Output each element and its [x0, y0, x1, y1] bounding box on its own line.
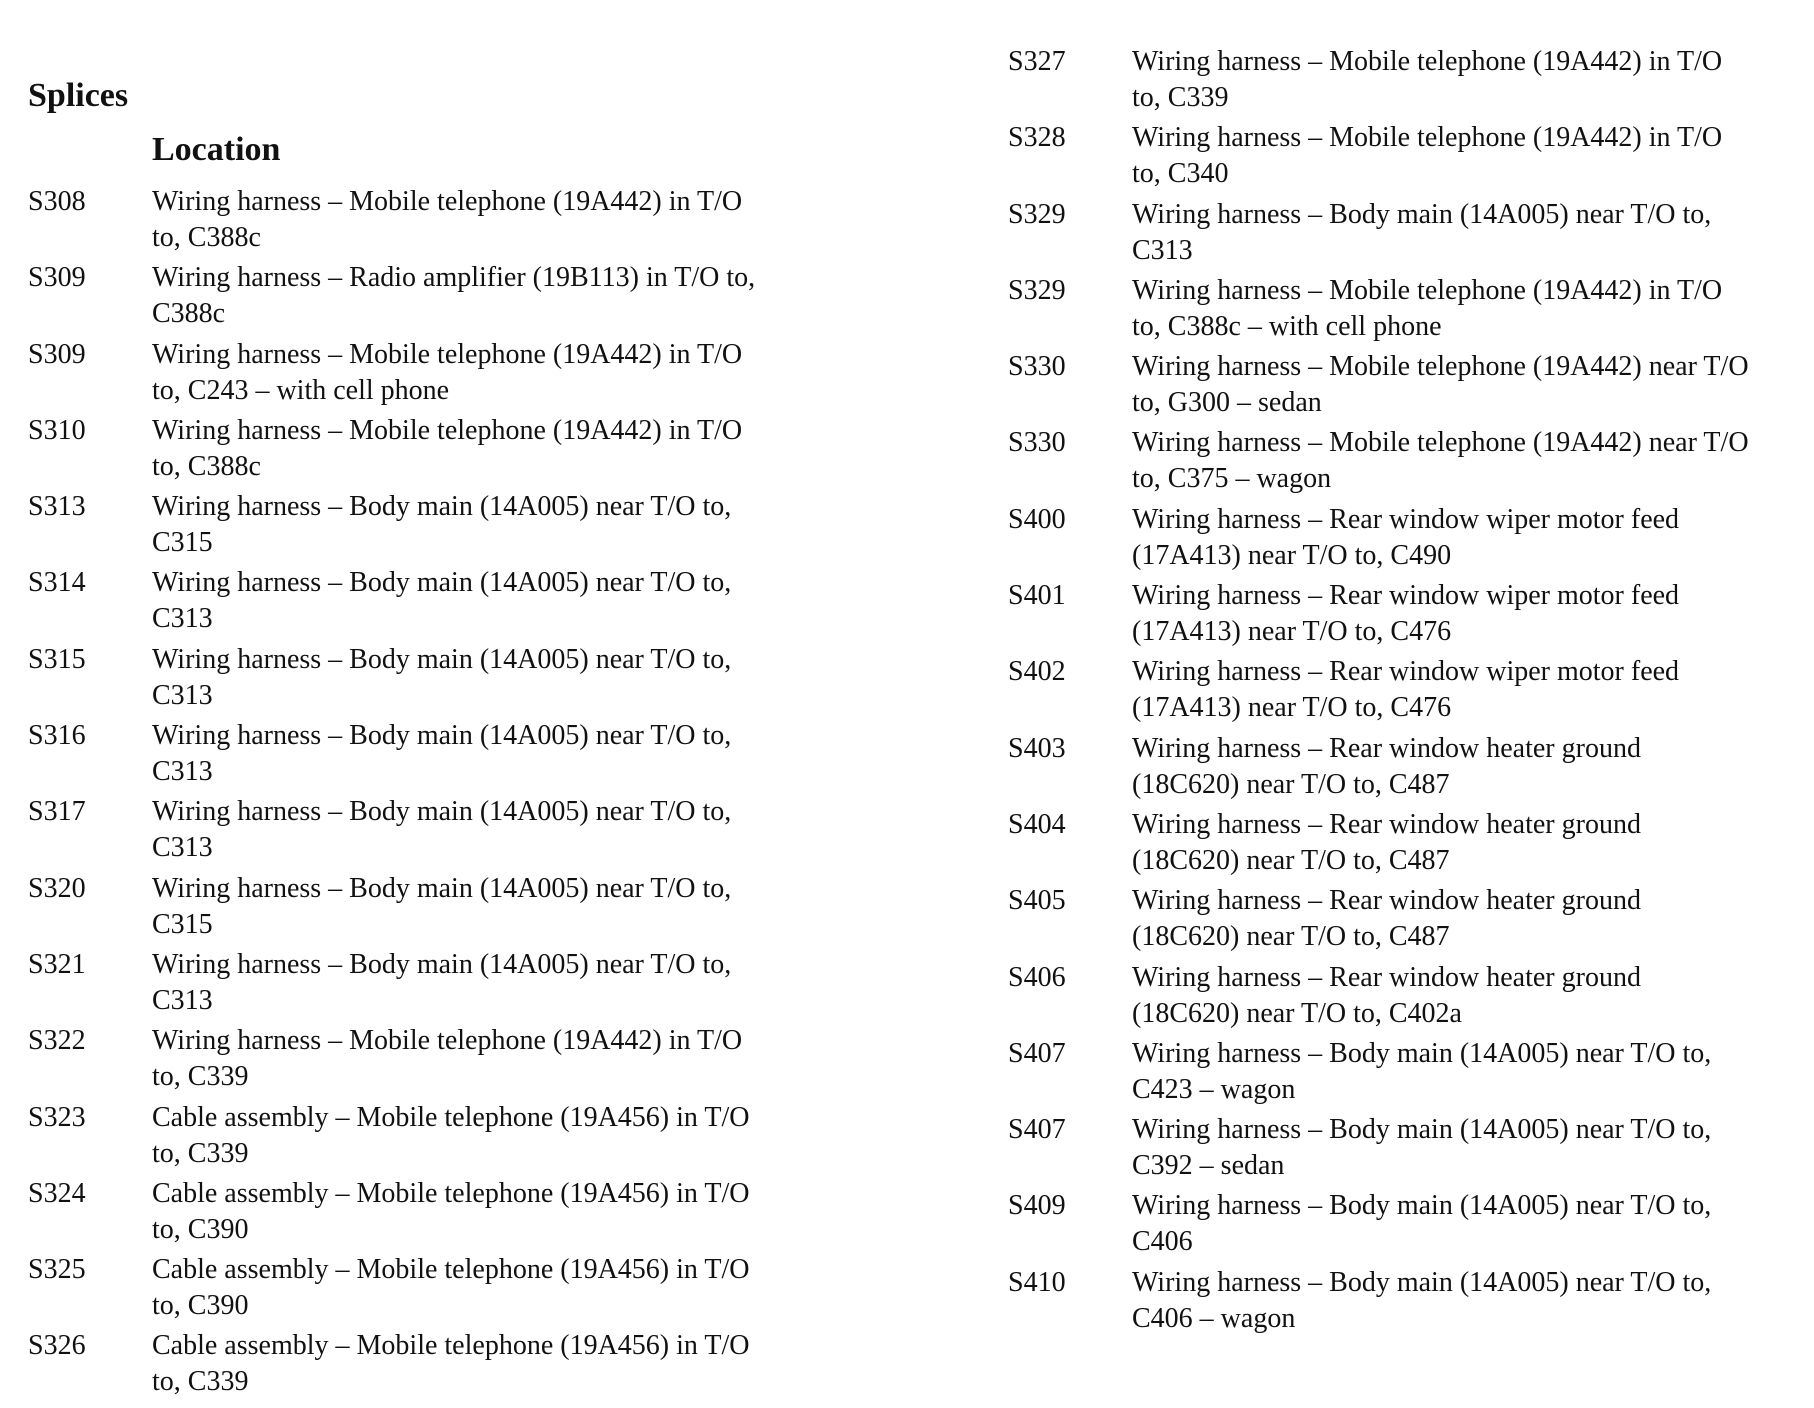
- splice-entry: [28, 260, 808, 336]
- splice-entry: [28, 337, 808, 413]
- splice-location-line1: Wiring harness – Rear window wiper motor feed: [1132, 656, 1680, 688]
- splice-id: S329: [1008, 274, 1066, 306]
- splice-location-line1: Wiring harness – Body main (14A005) near T/O to,: [152, 796, 732, 828]
- splice-location-line1: Wiring harness – Body main (14A005) near T/O to,: [152, 567, 732, 599]
- splice-entry: [1008, 273, 1788, 349]
- splice-location-line2: to, C339: [1132, 82, 1229, 113]
- splice-location-line2: C315: [152, 527, 213, 559]
- splice-location: [152, 1252, 808, 1324]
- splice-entry: [1008, 197, 1788, 273]
- splice-entry: [1008, 1112, 1788, 1188]
- splice-id: S407: [1008, 1114, 1066, 1146]
- splice-entry: [28, 1100, 808, 1176]
- splice-location: [1132, 1265, 1788, 1337]
- splice-location-line2: C406 – wagon: [1132, 1302, 1296, 1334]
- splice-location-line2: (17A413) near T/O to, C490: [1132, 539, 1452, 571]
- splice-id: S316: [28, 720, 86, 752]
- splice-location: [1132, 1112, 1788, 1184]
- splice-id: S308: [28, 186, 86, 217]
- splice-location: [152, 642, 808, 714]
- splice-location: [152, 1100, 808, 1172]
- splice-location-line2: C392 – sedan: [1132, 1150, 1285, 1182]
- splice-location-line1: Wiring harness – Body main (14A005) near T/O to,: [152, 720, 732, 752]
- splice-entry: [1008, 349, 1788, 425]
- splice-id: S405: [1008, 885, 1066, 917]
- splice-location-line2: to, C390: [152, 1290, 249, 1322]
- splice-location-line1: Wiring harness – Body main (14A005) near T/O to,: [152, 643, 732, 675]
- splice-id: S407: [1008, 1037, 1066, 1069]
- splice-location-line1: Wiring harness – Rear window heater ground: [1132, 808, 1641, 840]
- splice-location-line1: Wiring harness – Body main (14A005) near T/O to,: [1132, 1114, 1712, 1146]
- splice-id: S321: [28, 948, 86, 980]
- splice-id: S404: [1008, 808, 1066, 840]
- splice-entry: [1008, 883, 1788, 959]
- splice-entry: [28, 413, 808, 489]
- splice-location: [152, 489, 808, 561]
- splice-location-line1: Wiring harness – Mobile telephone (19A442) in T/O: [152, 1025, 743, 1057]
- splice-location: [1132, 654, 1788, 726]
- splice-entry: [28, 871, 808, 947]
- splice-location: [1132, 578, 1788, 650]
- splice-location: [152, 1023, 808, 1095]
- splice-location-line1: Wiring harness – Body main (14A005) near T/O to,: [1132, 1266, 1712, 1298]
- splice-id: S313: [28, 491, 86, 523]
- splice-location: [152, 947, 808, 1019]
- splice-entry: [1008, 44, 1788, 120]
- splice-location-line1: Wiring harness – Body main (14A005) near T/O to,: [1132, 1190, 1712, 1222]
- splice-location: [152, 871, 808, 943]
- splice-id: S330: [1008, 427, 1066, 459]
- splice-location-line2: C406: [1132, 1226, 1193, 1258]
- splice-location-line1: Cable assembly – Mobile telephone (19A456) in T/O: [152, 1177, 750, 1209]
- splice-entry: [28, 718, 808, 794]
- splice-entry: [1008, 425, 1788, 501]
- splice-entry: [28, 1252, 808, 1328]
- splice-location: [1132, 502, 1788, 574]
- splice-location-line1: Wiring harness – Body main (14A005) near T/O to,: [152, 491, 732, 523]
- splice-entry: [1008, 502, 1788, 578]
- splice-location-line2: C313: [152, 756, 213, 788]
- splice-location-line2: to, C388c – with cell phone: [1132, 310, 1442, 342]
- splice-location-line1: Wiring harness – Mobile telephone (19A442) in T/O: [1132, 274, 1723, 306]
- splice-id: S317: [28, 796, 86, 828]
- splice-id: S328: [1008, 122, 1066, 154]
- splice-id: S326: [28, 1330, 86, 1362]
- splice-location-line1: Wiring harness – Rear window heater ground: [1132, 961, 1641, 993]
- splice-location-line2: C423 – wagon: [1132, 1073, 1296, 1105]
- splice-location-line2: (17A413) near T/O to, C476: [1132, 616, 1452, 648]
- splice-location-line1: Wiring harness – Rear window wiper motor feed: [1132, 580, 1680, 612]
- splice-location: [152, 260, 808, 332]
- splice-location-line1: Wiring harness – Rear window heater ground: [1132, 885, 1641, 917]
- splice-location: [1132, 273, 1788, 345]
- splice-id: S402: [1008, 656, 1066, 688]
- splice-entry: [1008, 960, 1788, 1036]
- splice-entry: [28, 642, 808, 718]
- splice-location-line1: Cable assembly – Mobile telephone (19A456) in T/O: [152, 1330, 750, 1362]
- splice-id: S310: [28, 414, 86, 446]
- splice-id: S309: [28, 262, 86, 294]
- splice-location: [1132, 1036, 1788, 1108]
- splice-id: S330: [1008, 351, 1066, 383]
- splice-location-line1: Wiring harness – Mobile telephone (19A442) in T/O: [152, 186, 743, 217]
- right-splice-list: [1008, 44, 1788, 1341]
- splice-entry: [28, 489, 808, 565]
- splice-location: [1132, 883, 1788, 955]
- splice-entry: [1008, 1265, 1788, 1341]
- splice-location-line2: (18C620) near T/O to, C402a: [1132, 997, 1462, 1029]
- splice-location-line2: to, G300 – sedan: [1132, 387, 1322, 419]
- splice-location: [152, 718, 808, 790]
- splice-location-line1: Wiring harness – Mobile telephone (19A442) near T/O: [1132, 351, 1749, 383]
- splice-id: S401: [1008, 580, 1066, 612]
- splice-location-line2: (17A413) near T/O to, C476: [1132, 692, 1452, 724]
- page-title: Splices: [28, 77, 129, 114]
- splice-location: [1132, 731, 1788, 803]
- splice-location-line1: Wiring harness – Radio amplifier (19B113) in T/O to,: [152, 262, 756, 294]
- splice-entry: [28, 1328, 808, 1404]
- splice-entry: [1008, 654, 1788, 730]
- splice-location-line2: to, C388c: [152, 450, 261, 482]
- splice-location-line2: to, C375 – wagon: [1132, 463, 1332, 495]
- splice-entry: [1008, 120, 1788, 196]
- splice-id: S322: [28, 1025, 86, 1057]
- splice-id: S329: [1008, 198, 1066, 230]
- splice-location: [1132, 960, 1788, 1032]
- splice-location-line2: (18C620) near T/O to, C487: [1132, 921, 1450, 953]
- splice-entry: [1008, 578, 1788, 654]
- splice-location-line1: Wiring harness – Rear window heater ground: [1132, 732, 1641, 764]
- splice-location-line2: to, C390: [152, 1213, 249, 1245]
- splice-location-line1: Wiring harness – Body main (14A005) near T/O to,: [1132, 1037, 1712, 1069]
- splice-entry: [28, 1176, 808, 1252]
- splice-id: S309: [28, 338, 86, 370]
- splice-location-line2: (18C620) near T/O to, C487: [1132, 768, 1450, 800]
- splice-location-line1: Wiring harness – Body main (14A005) near T/O to,: [152, 948, 732, 980]
- splice-location-line2: C315: [152, 908, 213, 940]
- splice-entry: [1008, 1188, 1788, 1264]
- splice-location-line2: to, C339: [152, 1366, 249, 1398]
- splice-location: [152, 794, 808, 866]
- splice-id: S320: [28, 872, 86, 904]
- splice-location-line1: Wiring harness – Mobile telephone (19A442) near T/O: [1132, 427, 1749, 459]
- splice-id: S327: [1008, 46, 1066, 77]
- splice-location-line2: to, C243 – with cell phone: [152, 374, 450, 406]
- splice-location-line1: Cable assembly – Mobile telephone (19A456) in T/O: [152, 1101, 750, 1133]
- right-column: [1008, 44, 1788, 1341]
- splice-location-line2: C313: [152, 984, 213, 1016]
- splice-location: [1132, 425, 1788, 497]
- splice-location-line1: Cable assembly – Mobile telephone (19A456) in T/O: [152, 1254, 750, 1286]
- splice-location: [152, 337, 808, 409]
- splice-location-line2: to, C340: [1132, 158, 1229, 190]
- splice-location: [1132, 1188, 1788, 1260]
- splice-location: [152, 184, 808, 256]
- splice-location-line1: Wiring harness – Mobile telephone (19A442) in T/O: [1132, 46, 1723, 77]
- splice-location-line1: Wiring harness – Mobile telephone (19A442) in T/O: [1132, 122, 1723, 154]
- splice-id: S406: [1008, 961, 1066, 993]
- splice-location: [1132, 349, 1788, 421]
- splice-location: [152, 565, 808, 637]
- splice-entry: [1008, 731, 1788, 807]
- splice-location-line1: Wiring harness – Mobile telephone (19A442) in T/O: [152, 338, 743, 370]
- splice-location: [1132, 120, 1788, 192]
- splice-entry: [28, 184, 808, 260]
- splice-id: S323: [28, 1101, 86, 1133]
- splice-location-line2: to, C339: [152, 1137, 249, 1169]
- splice-location-line2: C313: [152, 832, 213, 864]
- splice-location-line2: to, C388c: [152, 222, 261, 253]
- splice-location-line2: to, C339: [152, 1061, 249, 1093]
- splice-id: S410: [1008, 1266, 1066, 1298]
- splice-location-line1: Wiring harness – Rear window wiper motor feed: [1132, 503, 1680, 535]
- splice-entry: [28, 565, 808, 641]
- splice-location-line2: C313: [152, 679, 213, 711]
- splice-location-line2: (18C620) near T/O to, C487: [1132, 844, 1450, 876]
- splice-id: S315: [28, 643, 86, 675]
- splice-location-line1: Wiring harness – Body main (14A005) near T/O to,: [1132, 198, 1712, 230]
- splice-location-line2: C388c: [152, 298, 226, 330]
- location-header: Location: [152, 131, 281, 168]
- splice-id: S403: [1008, 732, 1066, 764]
- splice-location: [152, 413, 808, 485]
- splice-entry: [28, 794, 808, 870]
- splice-location: [152, 1328, 808, 1400]
- splice-location-line2: C313: [1132, 234, 1193, 266]
- splice-location-line1: Wiring harness – Mobile telephone (19A442) in T/O: [152, 414, 743, 446]
- splice-entry: [28, 947, 808, 1023]
- splice-location: [1132, 807, 1788, 879]
- splice-location: [1132, 44, 1788, 116]
- splice-entry: [1008, 807, 1788, 883]
- splice-location-line2: C313: [152, 603, 213, 635]
- splice-id: S314: [28, 567, 86, 599]
- splice-location: [1132, 197, 1788, 269]
- splice-location-line1: Wiring harness – Body main (14A005) near T/O to,: [152, 872, 732, 904]
- splice-id: S324: [28, 1177, 86, 1209]
- splice-entry: [1008, 1036, 1788, 1112]
- splice-location: [152, 1176, 808, 1248]
- left-column: [28, 24, 808, 1405]
- left-splice-list: [28, 184, 808, 1405]
- splice-id: S409: [1008, 1190, 1066, 1222]
- splice-entry: [28, 1023, 808, 1099]
- splice-id: S400: [1008, 503, 1066, 535]
- splice-id: S325: [28, 1254, 86, 1286]
